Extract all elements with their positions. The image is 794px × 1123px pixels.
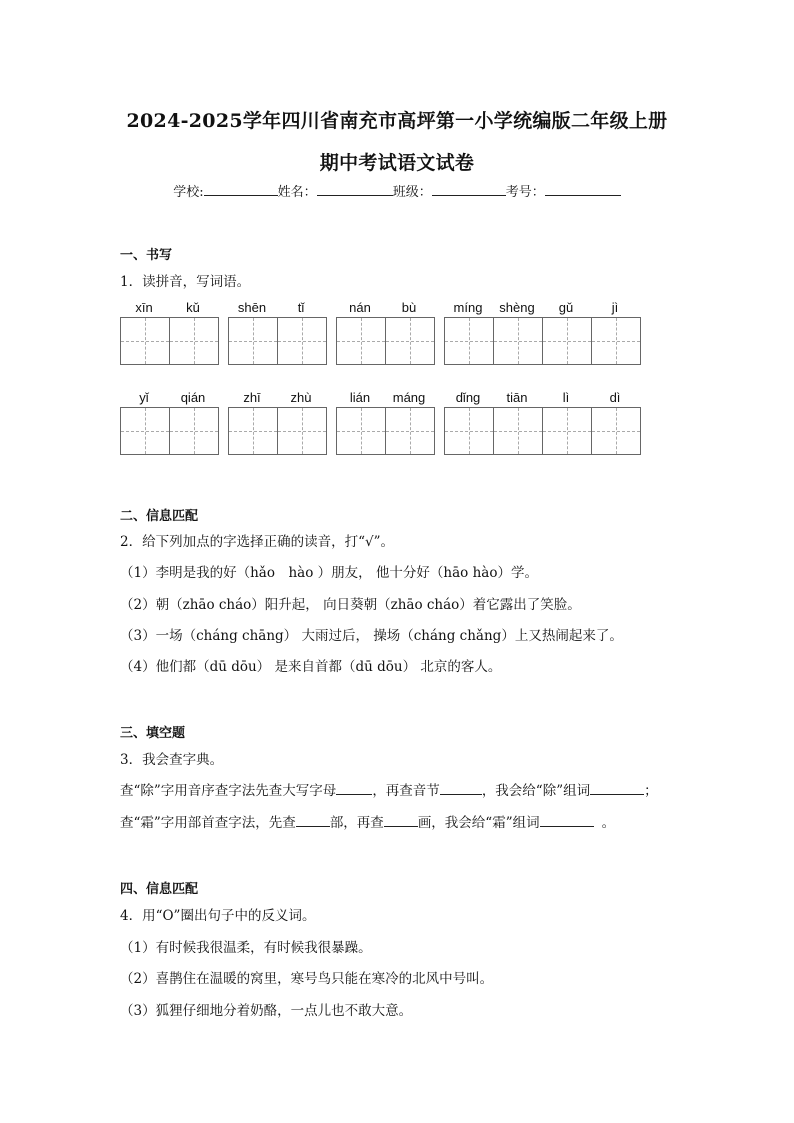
- pinyin-label: nán: [349, 300, 371, 315]
- section-2-heading: 二、信息匹配: [120, 509, 199, 524]
- blank-radical[interactable]: [296, 814, 330, 827]
- blank-syllable[interactable]: [440, 782, 482, 795]
- pinyin-label: gǔ: [558, 300, 574, 315]
- question-3-line-2: [120, 811, 615, 831]
- q3-text: ，我会给“除”组词: [481, 783, 591, 799]
- writing-cell[interactable]: [120, 317, 170, 365]
- blank-word-chu[interactable]: [590, 782, 644, 795]
- q3-text: 部，再查: [329, 815, 384, 831]
- pinyin-label: shēn: [237, 300, 267, 315]
- pinyin-label: máng: [392, 390, 426, 405]
- writing-cell[interactable]: [169, 317, 219, 365]
- question-4-item: （3）狐狸仔细地分着奶酪，一点儿也不敢大意。: [120, 1003, 413, 1019]
- writing-cell[interactable]: [385, 407, 435, 455]
- question-3: 3．我会查字典。: [120, 752, 224, 768]
- name-label: 姓名：: [277, 185, 317, 200]
- writing-cell[interactable]: [336, 407, 386, 455]
- blank-word-shuang[interactable]: [540, 814, 594, 827]
- writing-cell[interactable]: [120, 407, 170, 455]
- number-label: 考号：: [505, 185, 545, 200]
- pinyin-label: qián: [180, 390, 206, 405]
- q3-text: 画，我会给“霜”组词: [417, 815, 540, 831]
- question-2-item: （3）一场（cháng chāng） 大雨过后， 操场（cháng chǎng）上又热闹起来了。: [120, 628, 623, 644]
- pinyin-label: yǐ: [139, 390, 149, 405]
- blank-strokes[interactable]: [384, 814, 418, 827]
- pinyin-label: jì: [611, 300, 619, 315]
- writing-cell[interactable]: [444, 317, 494, 365]
- question-2: 2．给下列加点的字选择正确的读音，打“√”。: [120, 534, 394, 550]
- question-2-item: （4）他们都（dū dōu） 是来自首都（dū dōu） 北京的客人。: [120, 659, 502, 675]
- pinyin-label: bù: [401, 300, 417, 315]
- student-info-line: [0, 181, 794, 200]
- writing-cell[interactable]: [277, 317, 327, 365]
- exam-title-line1: 2024-2025学年四川省南充市高坪第一小学统编版二年级上册: [126, 110, 668, 132]
- pinyin-label: tǐ: [297, 300, 305, 315]
- pinyin-label: zhī: [243, 390, 261, 405]
- writing-cell[interactable]: [444, 407, 494, 455]
- name-blank[interactable]: [317, 183, 393, 196]
- number-blank[interactable]: [545, 183, 621, 196]
- writing-cell[interactable]: [277, 407, 327, 455]
- section-3-heading: 三、填空题: [120, 726, 186, 741]
- pinyin-label: kǔ: [186, 300, 200, 315]
- pinyin-label: zhù: [290, 390, 312, 405]
- question-2-item: （2）朝（zhāo cháo）阳升起， 向日葵朝（zhāo cháo）着它露出了笑脸。: [120, 597, 581, 613]
- exam-title-line2: 期中考试语文试卷: [319, 152, 475, 174]
- pinyin-label: shèng: [499, 300, 535, 315]
- writing-cell[interactable]: [493, 317, 543, 365]
- q3-text: 查“除”字用音序查字法先查大写字母: [120, 783, 337, 799]
- writing-cell[interactable]: [169, 407, 219, 455]
- class-blank[interactable]: [432, 183, 506, 196]
- q3-text: 查“霜”字用部首查字法，先查: [120, 815, 296, 831]
- pinyin-label: lián: [349, 390, 371, 405]
- school-blank[interactable]: [204, 183, 278, 196]
- writing-cell[interactable]: [542, 317, 592, 365]
- pinyin-label: dǐng: [455, 390, 481, 405]
- q3-text: ，再查音节: [372, 783, 440, 799]
- writing-cell[interactable]: [385, 317, 435, 365]
- writing-cell[interactable]: [493, 407, 543, 455]
- writing-cell[interactable]: [591, 407, 641, 455]
- writing-cell[interactable]: [228, 317, 278, 365]
- writing-cell[interactable]: [542, 407, 592, 455]
- question-4: 4．用“O”圈出句子中的反义词。: [120, 908, 316, 924]
- writing-cell[interactable]: [591, 317, 641, 365]
- writing-cell[interactable]: [336, 317, 386, 365]
- q3-text: 。: [601, 815, 616, 831]
- section-4-heading: 四、信息匹配: [120, 882, 199, 897]
- pinyin-label: tiān: [506, 390, 528, 405]
- pinyin-label: míng: [453, 300, 483, 315]
- blank-letter[interactable]: [336, 782, 372, 795]
- school-label: 学校:: [173, 185, 204, 200]
- pinyin-label: xīn: [135, 300, 153, 315]
- class-label: 班级：: [392, 185, 432, 200]
- question-4-item: （1）有时候我很温柔，有时候我很暴躁。: [120, 940, 372, 956]
- pinyin-label: dì: [609, 390, 621, 405]
- writing-cell[interactable]: [228, 407, 278, 455]
- question-4-item: （2）喜鹊住在温暖的窝里，寒号鸟只能在寒冷的北风中号叫。: [120, 971, 494, 987]
- question-2-item: （1）李明是我的好（hǎo hào ）朋友， 他十分好（hāo hào）学。: [120, 565, 538, 581]
- question-3-line-1: [120, 779, 658, 799]
- q3-text: ；: [644, 783, 658, 799]
- section-1-heading: 一、书写: [120, 248, 173, 263]
- question-1: 1．读拼音，写词语。: [120, 274, 251, 290]
- pinyin-label: lì: [562, 390, 570, 405]
